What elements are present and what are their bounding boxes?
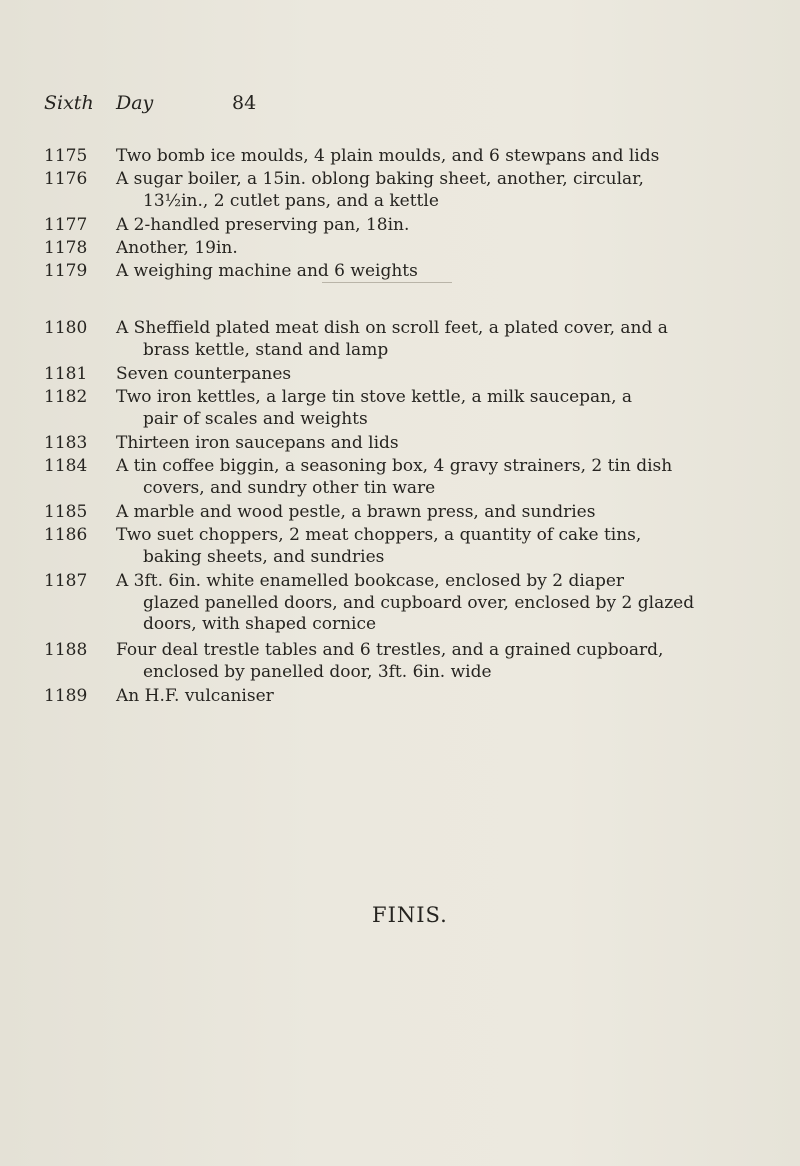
lot-description-line: Seven counterpanes: [116, 364, 292, 384]
header-section: Sixth: [44, 92, 94, 114]
lot-description-line: Thirteen iron saucepans and lids: [116, 433, 399, 453]
lot-description-line: doors, with shaped cornice: [143, 614, 377, 634]
lot-description-line: A Sheffield plated meat dish on scroll feet, a plated cover, and a: [116, 318, 668, 338]
lot-description: [116, 502, 770, 524]
lot-number: 1185: [44, 502, 88, 522]
lot-description-line: A 3ft. 6in. white enamelled bookcase, enclosed by 2 diaper: [116, 571, 625, 591]
lot-description: [116, 571, 770, 636]
lot-number: 1187: [44, 571, 88, 591]
lot-description-line: A marble and wood pestle, a brawn press, and sundries: [116, 502, 596, 522]
lot-description: [116, 169, 770, 212]
lot-description-line: glazed panelled doors, and cupboard over, enclosed by 2 glazed: [143, 592, 695, 613]
page-header: [44, 92, 760, 122]
lot-description-line: Two bomb ice moulds, 4 plain moulds, and 6 stewpans and lids: [116, 146, 660, 166]
lot-number: 1178: [44, 238, 88, 258]
lot-description-line: Two iron kettles, a large tin stove kettle, a milk saucepan, a: [116, 387, 633, 407]
lot-description-line: Two suet choppers, 2 meat choppers, a quantity of cake tins,: [116, 525, 642, 545]
lot-description-line: 13½in., 2 cutlet pans, and a kettle: [143, 190, 439, 211]
lot-number: 1184: [44, 456, 88, 476]
lot-description-line: enclosed by panelled door, 3ft. 6in. wide: [143, 661, 492, 682]
lot-number: 1179: [44, 261, 88, 281]
lot-description: [116, 215, 770, 237]
lot-number: 1180: [44, 318, 88, 338]
lot-number: 1186: [44, 525, 88, 545]
lot-description-line: A sugar boiler, a 15in. oblong baking sheet, another, circular,: [116, 169, 644, 189]
lot-number: 1175: [44, 146, 88, 166]
lot-description-line: baking sheets, and sundries: [143, 546, 385, 567]
lot-number: 1176: [44, 169, 88, 189]
lot-description-line: Another, 19in.: [116, 238, 238, 258]
lot-number: 1181: [44, 364, 88, 384]
lot-description-line: brass kettle, stand and lamp: [143, 339, 389, 360]
lot-description-line: An H.F. vulcaniser: [116, 686, 274, 706]
lot-description-line: A 2-handled preserving pan, 18in.: [116, 215, 410, 235]
lot-description-line: pair of scales and weights: [143, 408, 368, 429]
header-day: Day: [116, 92, 154, 114]
lot-description: [116, 146, 770, 168]
lot-description-line: Four deal trestle tables and 6 trestles, and a grained cupboard,: [116, 640, 664, 660]
lot-description: [116, 433, 770, 455]
lot-description: [116, 686, 770, 708]
lot-number: 1182: [44, 387, 88, 407]
lot-description: [116, 640, 770, 683]
section-divider: [322, 282, 452, 283]
lot-description-line: A weighing machine and 6 weights: [116, 261, 418, 281]
lot-description: [116, 525, 770, 568]
lot-description: [116, 238, 770, 260]
finis-label: FINIS.: [372, 903, 448, 927]
lot-description-line: covers, and sundry other tin ware: [143, 477, 436, 498]
lot-description: [116, 387, 770, 430]
lot-description: [116, 456, 770, 499]
lot-description: [116, 318, 770, 361]
page-number: 84: [232, 92, 257, 114]
lot-number: 1177: [44, 215, 88, 235]
lot-description: [116, 261, 770, 283]
lot-number: 1183: [44, 433, 88, 453]
lot-description: [116, 364, 770, 386]
lot-number: 1189: [44, 686, 88, 706]
lot-number: 1188: [44, 640, 88, 660]
lot-description-line: A tin coffee biggin, a seasoning box, 4 gravy strainers, 2 tin dish: [116, 456, 673, 476]
